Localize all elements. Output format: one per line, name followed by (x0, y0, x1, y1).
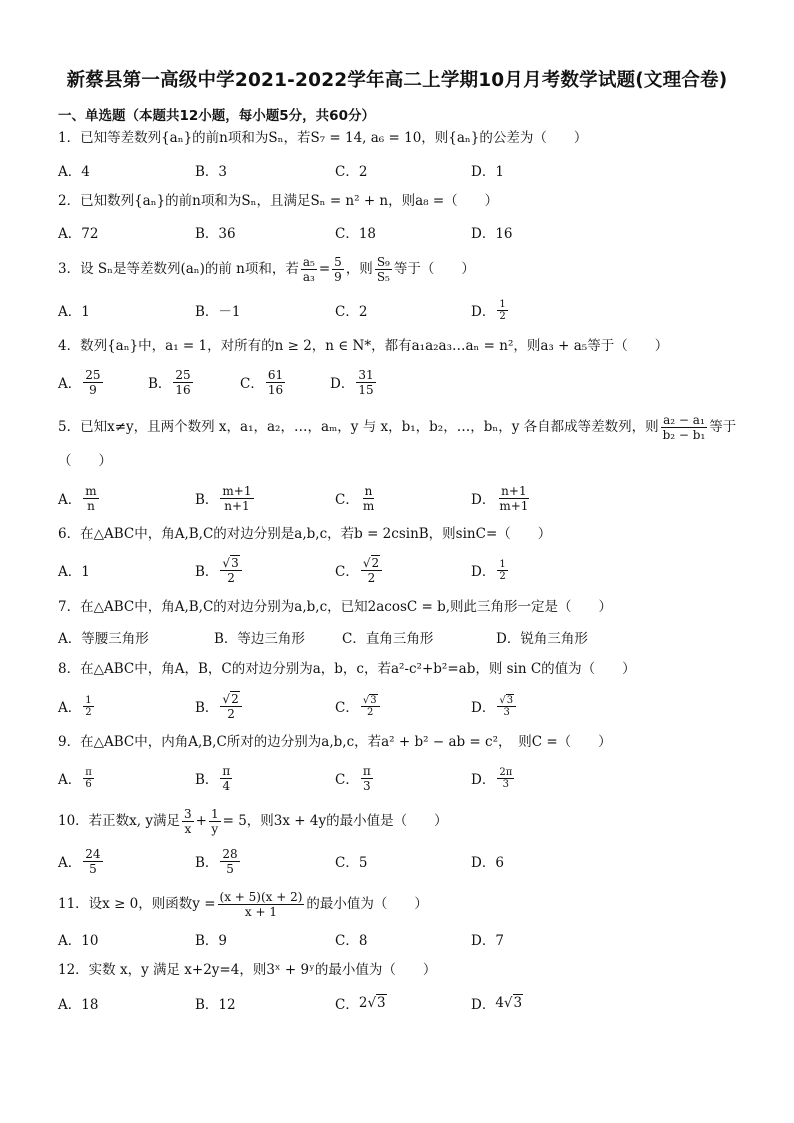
option-d-label: D． (471, 492, 496, 508)
q3-frac-5-9 (332, 255, 344, 284)
option-b-frac (220, 692, 241, 721)
question-5-stem (58, 413, 736, 442)
question-5-options (58, 480, 738, 516)
option-d-frac (497, 695, 516, 718)
option-d: D．7 (471, 933, 504, 949)
numerator: 5 (334, 255, 342, 269)
q3-equals: = (318, 261, 331, 277)
option-b: B．9 (195, 933, 228, 949)
radicand: 3 (506, 694, 514, 706)
option-c: C．2 (335, 164, 368, 180)
option-a: A．1 (58, 304, 90, 320)
option-c-frac (361, 556, 382, 585)
sqrt-icon: √ (367, 995, 377, 1011)
numerator: 2π (499, 766, 513, 778)
q3-text-post: 等于（ ） (393, 261, 475, 277)
numerator (220, 556, 241, 571)
option-d-label: D． (471, 304, 496, 320)
denominator: x + 1 (244, 905, 278, 919)
option-b: B．36 (195, 226, 236, 242)
q3-frac-a5-a3 (301, 255, 317, 284)
option-c (240, 364, 287, 400)
numerator: 1 (85, 694, 92, 706)
sqrt-icon: √ (362, 555, 371, 570)
option-d-frac (497, 767, 514, 790)
question-11-options (58, 921, 738, 957)
option-b: B．等边三角形 (214, 631, 305, 647)
option-b (195, 552, 244, 588)
option-b-label: B． (148, 376, 172, 392)
question-3-options (58, 292, 738, 328)
option-b-label: B． (195, 700, 219, 716)
numerator: n (364, 483, 373, 498)
denominator: 2 (367, 706, 374, 718)
q3-text-mid: ，则 (345, 261, 373, 277)
denominator: x (184, 822, 192, 836)
option-a: A．18 (58, 997, 99, 1013)
option-d (471, 688, 518, 724)
q5-text-post: 等于 (709, 419, 737, 435)
option-b-frac (220, 847, 239, 876)
option-a-label: A． (58, 772, 82, 788)
sqrt-icon: √ (222, 691, 231, 706)
numerator: 1 (499, 298, 506, 310)
question-2-options (58, 214, 738, 250)
numerator: 1 (499, 558, 506, 570)
option-d-label: D． (471, 772, 496, 788)
numerator: (x + 5)(x + 2) (219, 890, 303, 904)
q10-text-pre: 10．若正数x, y满足 (58, 813, 181, 829)
q3-frac-s9-s5 (375, 255, 392, 284)
numerator: 1 (210, 807, 219, 821)
option-b-frac (220, 764, 232, 793)
option-b-label: B． (195, 855, 219, 871)
option-b-frac (220, 484, 253, 513)
option-b (148, 364, 195, 400)
option-c (335, 688, 382, 724)
option-d-frac (497, 299, 507, 322)
denominator: 16 (267, 382, 284, 397)
denominator: 6 (85, 778, 92, 790)
option-c-label: C． (335, 700, 359, 716)
option-a-label: A． (58, 492, 82, 508)
numerator (220, 692, 241, 707)
option-a-frac (83, 695, 93, 718)
numerator (361, 695, 380, 707)
denominator: m (362, 498, 375, 513)
radicand: 3 (513, 995, 523, 1011)
option-c-label: C． (335, 492, 359, 508)
option-d-frac (497, 559, 507, 582)
denominator: 3 (502, 778, 509, 790)
option-d-frac (497, 484, 530, 513)
denominator: 9 (89, 382, 97, 397)
q10-plus: + (195, 813, 207, 829)
option-a-frac (83, 368, 102, 397)
option-c (335, 480, 378, 516)
option-c-frac (361, 484, 376, 513)
denominator: 16 (175, 382, 191, 397)
option-b: B．3 (195, 164, 228, 180)
question-9-options (58, 760, 738, 796)
radicand: 3 (370, 694, 377, 706)
numerator (361, 556, 382, 571)
q10-text-post: = 5，则3x + 4y的最小值是（ ） (222, 813, 448, 829)
radicand: 2 (231, 691, 239, 706)
option-c (335, 760, 375, 796)
option-a-frac (83, 484, 98, 513)
numerator: 24 (85, 846, 101, 861)
sqrt-icon: √ (503, 995, 513, 1011)
q10-frac-3-x (182, 807, 194, 836)
option-d: D．6 (471, 855, 504, 871)
question-6-stem: 6．在△ABC中，角A,B,C的对边分别是a,b,c，若b = 2csinB，则sinC=（ ） (58, 526, 552, 542)
sqrt-icon: √ (362, 694, 370, 706)
denominator: 3 (503, 706, 510, 718)
denominator: 2 (227, 706, 235, 721)
option-c: C．5 (335, 855, 368, 871)
option-b-frac (220, 556, 241, 585)
denominator: y (211, 822, 219, 836)
option-c-frac (361, 695, 380, 718)
option-d (330, 364, 378, 400)
denominator: 2 (499, 570, 506, 582)
option-a-frac (83, 767, 94, 790)
q11-text-post: 的最小值为（ ） (306, 896, 428, 912)
numerator: 28 (222, 846, 238, 861)
option-a: A．等腰三角形 (58, 631, 149, 647)
question-2-stem: 2．已知数列{aₙ}的前n项和为Sₙ，且满足Sₙ = n² + n，则a₈ =（ ） (58, 193, 499, 209)
option-a (58, 760, 96, 796)
option-c-coef: 2 (358, 995, 368, 1011)
option-d (471, 552, 510, 588)
option-c: C．18 (335, 226, 377, 242)
option-b-label: B． (195, 564, 219, 580)
option-a: A．4 (58, 164, 90, 180)
radicand: 3 (231, 555, 239, 570)
option-a-label: A． (58, 855, 82, 871)
numerator: a₅ (302, 255, 315, 269)
denominator: 15 (358, 382, 374, 397)
option-c: C．直角三角形 (342, 631, 434, 647)
question-3-stem (58, 255, 475, 284)
denominator: 2 (85, 706, 92, 718)
q5-text-pre: 5．已知x≠y，且两个数列 x，a₁，a₂，…，aₘ，y 与 x，b₁，b₂，…，bₙ，y 各自都成等差数列，则 (58, 419, 659, 435)
denominator: m+1 (499, 498, 529, 513)
option-b (195, 843, 242, 879)
option-a (58, 688, 96, 724)
question-9-stem: 9．在△ABC中，内角A,B,C所对的边分别为a,b,c，若a² + b² − ab = c²， 则C =（ ） (58, 734, 612, 750)
option-b-frac (173, 368, 192, 397)
denominator: 9 (334, 270, 342, 284)
numerator: a₂ − a₁ (663, 413, 705, 427)
q10-frac-1-y (209, 807, 221, 836)
numerator: 25 (85, 367, 101, 382)
numerator: m (85, 483, 97, 498)
question-7-options (58, 619, 738, 655)
option-d-label: D． (471, 564, 496, 580)
numerator: n+1 (501, 483, 527, 498)
question-6-options (58, 552, 738, 588)
numerator: 3 (184, 807, 192, 821)
q5-frac (661, 413, 708, 442)
denominator: n (87, 498, 95, 513)
sqrt-icon: √ (222, 555, 231, 570)
option-c (335, 985, 387, 1021)
numerator: 61 (267, 367, 284, 382)
numerator (497, 695, 516, 707)
denominator: n+1 (224, 498, 250, 513)
q11-frac (218, 890, 305, 919)
denominator: 5 (89, 861, 97, 876)
option-a-label: A． (58, 700, 82, 716)
q11-text-pre: 11．设x ≥ 0，则函数y = (58, 896, 216, 912)
option-a (58, 843, 105, 879)
numerator: m+1 (222, 483, 252, 498)
page-title: 新蔡县第一高级中学2021-2022学年高二上学期10月月考数学试题(文理合卷) (66, 70, 728, 91)
denominator: 5 (226, 861, 234, 876)
option-c-label: C． (240, 376, 264, 392)
option-c-frac (361, 764, 373, 793)
denominator: 2 (227, 570, 235, 585)
option-b: B．－1 (195, 304, 241, 320)
option-a (58, 364, 105, 400)
denominator: 4 (222, 778, 231, 793)
denominator: 2 (367, 570, 376, 585)
option-a (58, 480, 101, 516)
option-d-label: D． (471, 997, 496, 1013)
option-b: B．12 (195, 997, 236, 1013)
numerator: π (222, 763, 231, 778)
option-d (471, 480, 532, 516)
question-10-stem (58, 807, 448, 836)
question-11-stem (58, 890, 428, 919)
question-7-stem: 7．在△ABC中，角A,B,C的对边分别为a,b,c，已知2acosC = b,则此三角形一定是（ ） (58, 599, 613, 615)
question-8-options (58, 688, 738, 724)
option-b (195, 688, 244, 724)
question-10-options (58, 843, 738, 879)
option-a-label: A． (58, 376, 82, 392)
option-c-label: C． (335, 772, 359, 788)
option-d (471, 985, 523, 1021)
numerator: S₉ (376, 255, 390, 269)
question-1-stem: 1．已知等差数列{aₙ}的前n项和为Sₙ，若S₇ = 14, a₆ = 10，则{aₙ}的公差为（ ） (58, 130, 588, 146)
option-c-label: C． (335, 997, 359, 1013)
option-a: A．72 (58, 226, 99, 242)
numerator: 31 (358, 367, 374, 382)
option-d: D．16 (471, 226, 513, 242)
question-1-options (58, 152, 738, 188)
option-a: A．1 (58, 564, 90, 580)
option-d-frac (356, 368, 375, 397)
question-5-bracket: （ ） (58, 453, 112, 469)
denominator: 3 (362, 778, 371, 793)
sqrt-icon: √ (499, 694, 506, 706)
option-d: D．锐角三角形 (496, 631, 588, 647)
denominator: 2 (499, 310, 506, 322)
option-c: C．2 (335, 304, 368, 320)
option-b (195, 480, 256, 516)
option-b-label: B． (195, 492, 219, 508)
numerator: π (362, 763, 371, 778)
option-d: D．1 (471, 164, 504, 180)
option-d-label: D． (330, 376, 355, 392)
question-4-stem: 4．数列{aₙ}中，a₁ = 1，对所有的n ≥ 2，n ∈ N*，都有a₁a₂a₃…aₙ = n²，则a₃ + a₅等于（ ） (58, 338, 669, 354)
option-c-frac (266, 368, 285, 397)
option-b (195, 760, 234, 796)
option-c-label: C． (335, 564, 359, 580)
denominator: b₂ − b₁ (662, 428, 706, 442)
option-a-frac (83, 847, 102, 876)
radicand: 2 (371, 555, 380, 570)
denominator: a₃ (302, 270, 315, 284)
option-d-coef: 4 (495, 995, 504, 1011)
question-8-stem: 8．在△ABC中，角A，B，C的对边分别为a，b，c，若a²-c²+b²=ab，则 sin C的值为（ ） (58, 661, 636, 677)
question-12-stem: 12．实数 x，y 满足 x+2y=4，则3ˣ + 9ʸ的最小值为（ ） (58, 962, 437, 978)
q3-text-pre: 3．设 Sₙ是等差数列(aₙ)的前 n项和，若 (58, 261, 299, 277)
numerator: 25 (175, 367, 191, 382)
numerator: π (85, 766, 92, 778)
option-b-label: B． (195, 772, 219, 788)
option-c: C．8 (335, 933, 368, 949)
option-d (471, 760, 516, 796)
denominator: S₅ (376, 270, 390, 284)
question-12-options (58, 985, 738, 1021)
option-c (335, 552, 384, 588)
option-a: A．10 (58, 933, 99, 949)
option-d (471, 292, 510, 328)
option-d-label: D． (471, 700, 496, 716)
question-4-options (58, 364, 738, 400)
section-heading: 一、单选题（本题共12小题，每小题5分，共60分） (58, 108, 375, 124)
radicand: 3 (377, 995, 386, 1011)
